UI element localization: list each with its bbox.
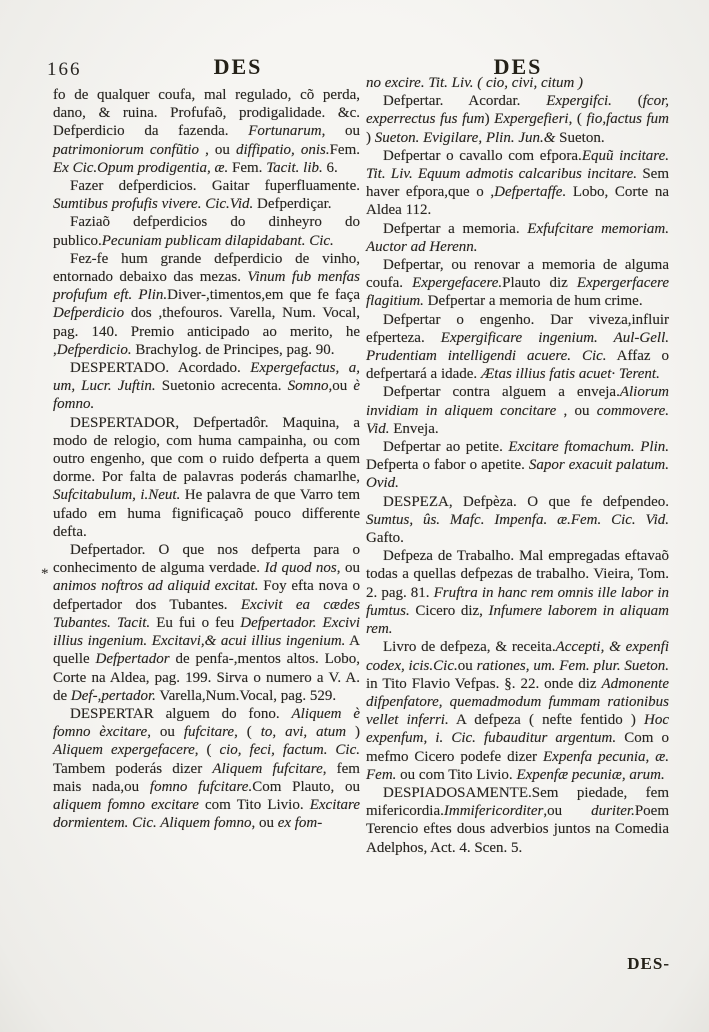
text-run: Expergefacere. <box>412 275 503 292</box>
text-run: Defpertador. Excivi illius ingenium. Excitavi,& acui illius ingenium. <box>53 614 361 650</box>
text-run: è fomno. <box>53 378 360 413</box>
text-run: commovere. Vid. <box>366 402 670 437</box>
text-run: Enveja. <box>389 420 439 437</box>
text-run: de penfa-,mentos altos. Lobo, Corte na Aldea, pag. 199. Sirva o numero a V. A. de <box>53 651 360 704</box>
text-run: , ou <box>147 724 184 741</box>
text-run: Sem haver efpora,que o , <box>366 166 670 201</box>
text-run: Expergefieri <box>494 111 569 128</box>
text-run: Ex Cic.Opum prodigentia, æ. <box>53 159 229 176</box>
text-run: Defpertar a memoria de hum crime. <box>423 293 643 310</box>
text-run: A defpeza ( nefte fentido ) <box>448 712 645 729</box>
text-run: , ou <box>321 123 360 140</box>
paragraph <box>53 414 360 541</box>
text-run: Diver-,timentos,em que fe faça <box>167 287 360 304</box>
text-run: Com o mefmo Cicero podefe dizer <box>366 730 669 765</box>
page-number: 166 <box>47 59 82 80</box>
text-run: Defperdicio. <box>56 341 132 358</box>
text-run: Defpertar. Acordar. <box>383 93 547 110</box>
text-run: Expergerfacere flagitium. <box>366 275 669 310</box>
text-run: A quelle <box>53 633 360 668</box>
paragraph <box>366 311 669 384</box>
text-run: Excitare dormientem. Cic. Aliquem fomno <box>53 796 360 832</box>
text-run: Aliorum invidiam in aliquem concitare <box>366 384 669 419</box>
text-run: Defpertar o engenho. Dar viveza,influir efperteza. <box>366 311 669 346</box>
paragraph <box>366 547 669 638</box>
text-run: Defpertador <box>95 651 170 668</box>
text-run: Fortunarum <box>248 123 322 140</box>
text-run: Eu fui o feu <box>150 614 241 631</box>
text-run: Aliquem è fomno èxcitare <box>53 705 361 741</box>
paragraph <box>53 177 360 213</box>
text-run: DESPEZA, Defpèza. O que fe defpendeo. <box>383 493 669 510</box>
text-run: Poem Terencio eftes dous adverbios juntos na Comedia Adelphos, Act. 4. Scen. 5. <box>366 803 669 856</box>
text-run: Cicero diz, <box>409 602 489 619</box>
text-run: Ætas illius fatis acuet· Terent. <box>480 366 660 383</box>
text-run: Excitare ftomachum. Plin. <box>508 439 669 456</box>
text-run: DESPERTADO. Acordado. <box>70 360 251 377</box>
text-run: Pecuniam publicam dilapidabant. Cic. <box>101 232 334 249</box>
text-run: Expenfæ pecuniæ, arum. <box>516 766 665 783</box>
text-run: ) <box>366 129 375 146</box>
text-run: Fez-fe hum grande defperdicio de vinho, entornado debaixo das mezas. <box>53 250 360 286</box>
text-run: Equũ incitare. Tit. Liv. Equum admotis calcaribus incitare. <box>366 147 669 183</box>
text-run: Defpeza de Trabalho. Mal empregadas eftavaõ todas a quellas defpezas de trabalho. Vieira, Tom. 2. pag. 81. <box>366 548 669 601</box>
text-run: Somno <box>287 378 329 395</box>
text-run: Expergificare ingenium. Aul-Gell. Prudentiam intelligendi acuere. Cic. <box>366 329 669 365</box>
text-run: Sueton. Evigilare, Plin. Jun.& <box>374 129 556 146</box>
text-run: , ( <box>194 742 220 759</box>
text-run: 6. <box>322 159 338 176</box>
text-run: to, avi, atum <box>260 724 347 741</box>
paragraph <box>366 256 669 311</box>
text-run: Sumtus, ûs. Mafc. Impenfa. æ.Fem. Cic. Vid. <box>366 511 669 528</box>
text-run: Livro de defpeza, & receita. <box>383 639 556 656</box>
text-run: Defpertar, ou renovar a memoria de alguma coufa. <box>366 257 669 292</box>
text-run: Sueton. <box>555 129 605 146</box>
text-run: , ou <box>336 560 360 577</box>
text-run: Suetonio acrecenta. <box>155 378 288 395</box>
text-run: Fem. <box>228 159 267 176</box>
text-run: Excivit ea cædes Tubantes. Tacit. <box>53 596 360 631</box>
text-run: DESPERTADOR, Defpertadôr. Maquina, a modo de relogio, com huma campainha, ou com outro engenho, que com o ruido defperta a quem dorme. Por falta de palavras poderás chamarlhe, <box>53 414 360 486</box>
paragraph <box>53 541 360 705</box>
catchword: DES- <box>627 954 670 973</box>
running-head-left: DES <box>213 54 263 79</box>
text-run: , ( <box>568 111 587 128</box>
text-run: Defpertar a memoria. <box>383 220 528 237</box>
text-run: Defpertar contra alguem a enveja. <box>383 384 620 401</box>
text-run: Expergefactus, a, um, Lucr. Juftin. <box>53 360 360 395</box>
running-head-right: DES <box>493 54 543 79</box>
text-run: ,ou <box>543 803 592 820</box>
text-run: rationes, um. Fem. plur. Sueton. <box>476 657 670 674</box>
paragraph <box>53 213 360 249</box>
text-run: Varella,Num.Vocal, pag. 529. <box>155 687 337 704</box>
paragraph <box>366 638 669 784</box>
text-run: patrimoniorum confũtio <box>53 141 200 158</box>
text-run: ou <box>457 657 477 674</box>
text-run: Defpertador. O que nos defperta para o conhecimento de alguma verdade. <box>53 542 360 577</box>
paragraph <box>366 147 669 220</box>
text-run: ,ou <box>328 378 354 395</box>
text-run: Immifericorditer <box>443 803 544 820</box>
text-run: no excire. Tit. Liv. ( cio, civi, citum ) <box>366 75 584 91</box>
text-run: Plauto diz <box>502 275 577 292</box>
text-run: Vinum fub menfas profufum eft. Plin. <box>53 269 360 304</box>
text-run: Hoc expenfum, i. Cic. fubauditur argentum. <box>366 712 670 747</box>
text-run: ) <box>346 724 361 741</box>
text-run: Fruftra in hanc rem omnis ille labor in fumtus. <box>366 584 669 619</box>
left-column <box>53 86 360 978</box>
paragraph <box>53 705 360 832</box>
text-run: fio,factus fum <box>586 111 669 128</box>
text-run: Foy efta nova o defpertador dos Tubantes. <box>53 578 360 613</box>
text-run: Brachylog. de Principes, pag. 90. <box>131 341 335 358</box>
paragraph <box>366 220 669 256</box>
text-run: Accepti, & expenfi codex, icis.Cic. <box>366 639 669 674</box>
text-run: Fem. <box>329 141 360 158</box>
paragraph <box>366 74 669 92</box>
text-run: fcor, experrectus fus fum <box>366 93 669 128</box>
margin-asterisk-note: * <box>41 566 49 582</box>
text-run: dos ,thefouros. Varella, Num. Vocal, pag. 140. Premio anticipado ao merito, he , <box>53 305 360 358</box>
text-run: duriter. <box>591 803 635 820</box>
paragraph <box>366 383 669 438</box>
text-run: ( <box>611 93 643 110</box>
paragraph <box>53 86 360 177</box>
text-run: Faziaõ defperdicios do dinheyro do publico. <box>53 214 360 249</box>
text-run: Sumtibus profufis vivere. Cic.Vid. <box>53 196 254 213</box>
text-run: , ou <box>251 815 278 832</box>
text-run: animos noftros ad aliquid excitat. <box>53 578 259 595</box>
text-run: Affaz o defpertará a idade. <box>366 348 669 383</box>
text-run: fo de qualquer coufa, mal regulado, cõ perda, dano, & ruina. Profufaõ, prodigalidade. &c. Defperdicio da fazenda. <box>53 87 360 140</box>
text-run: Defpertar o cavallo com efpora. <box>383 147 582 164</box>
text-run: Exfufcitare memoriam. Auctor ad Herenn. <box>366 220 669 255</box>
text-run: com Tito Livio. <box>198 796 310 813</box>
text-run: ou com Tito Livio. <box>396 766 517 783</box>
text-run: Defpertaffe. <box>494 184 567 201</box>
text-run: aliquem fomno excitare <box>53 796 199 813</box>
text-run: Infumere laborem in aliquam rem. <box>366 602 669 638</box>
text-run: Sapor exacuit palatum. Ovid. <box>366 457 669 492</box>
paragraph <box>366 92 669 147</box>
text-run: Id quod nos <box>264 560 337 577</box>
text-run: DESPIADOSAMENTE.Sem piedade, fem mifericordia. <box>366 784 669 820</box>
text-run: Fazer defperdicios. Gaitar fuperfluamente. <box>70 178 360 195</box>
text-run: Defpertar ao petite. <box>383 439 509 456</box>
text-run: Expenfa pecunia, æ. Fem. <box>366 748 669 783</box>
text-run: Tacit. lib. <box>266 159 323 176</box>
text-run: Com Plauto, ou <box>252 778 360 795</box>
text-run: ) <box>484 111 495 128</box>
text-run: Admonente difpenfatore, quemadmodum fummam rationibus vellet inferri. <box>366 675 669 729</box>
paragraph <box>53 359 360 414</box>
text-run: Gafto. <box>366 530 404 547</box>
text-run: , fem mais nada,ou <box>53 760 360 795</box>
text-run: Def-,pertador. <box>70 687 156 704</box>
text-run: Defperdiçar. <box>253 196 332 213</box>
paragraph <box>366 438 669 493</box>
text-run: He palavra de que Varro tem ufado em huma fignificaçaõ pouco differente defta. <box>53 487 360 540</box>
text-run: Tambem poderás dizer <box>53 760 213 777</box>
text-run: Defperdicio <box>53 305 125 322</box>
right-column <box>366 74 669 962</box>
text-run: fomno fufcitare. <box>149 778 253 795</box>
text-run: Sufcitabulum, i.Neut. <box>53 487 181 504</box>
paragraph <box>366 493 669 548</box>
text-run: cio, feci, factum. Cic. <box>219 742 361 759</box>
paragraph <box>366 784 669 857</box>
text-run: ex fom- <box>277 815 323 832</box>
text-run: , ou <box>199 141 236 158</box>
text-run: Lobo, Corte na Aldea 112. <box>366 184 669 219</box>
text-run: Defperta o fabor o apetite. <box>366 457 529 474</box>
text-run: , ( <box>234 724 261 741</box>
text-run: in Tito Flavio Vefpas. §. 22. onde diz <box>366 675 602 692</box>
text-run: Expergifci. <box>546 93 612 110</box>
text-run: Aliquem fufcitare <box>212 760 323 777</box>
text-run: diffipatio, onis. <box>236 141 330 158</box>
text-run: fufcitare <box>183 724 235 741</box>
text-run: Aliquem expergefacere <box>53 742 195 759</box>
paragraph <box>53 250 360 359</box>
text-run: DESPERTAR alguem do fono. <box>70 705 292 722</box>
text-run: , ou <box>556 402 597 419</box>
